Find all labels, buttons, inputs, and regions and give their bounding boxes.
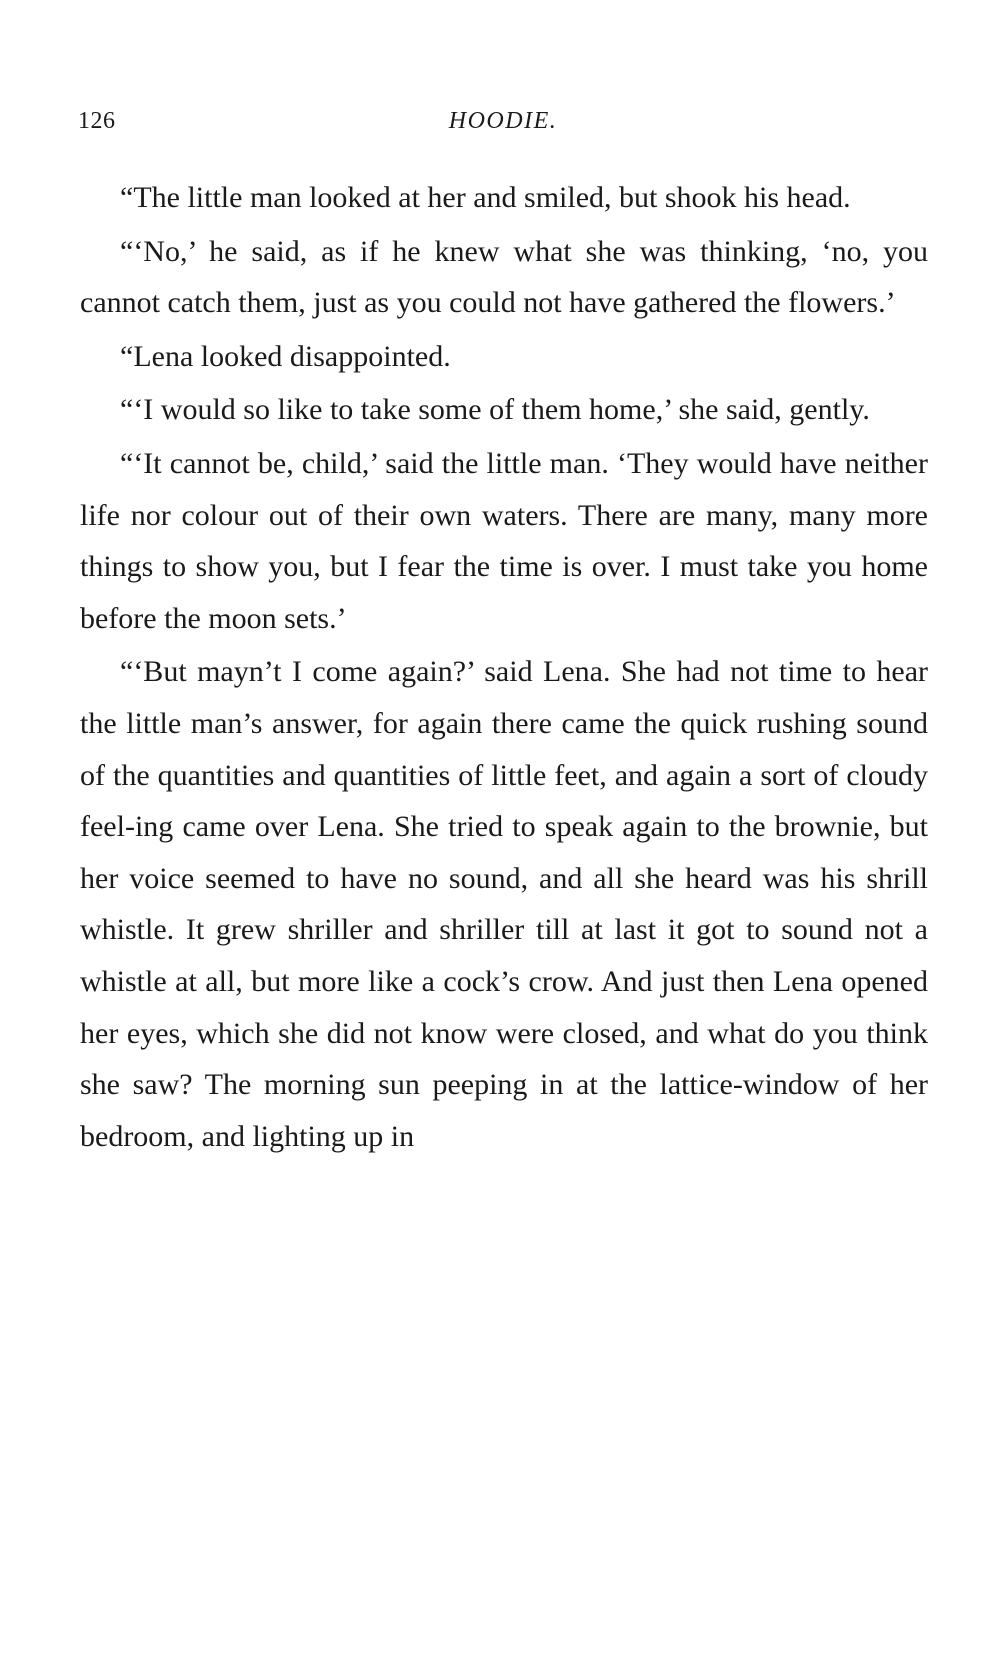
running-head [78,108,928,142]
running-title: HOODIE. [448,108,558,134]
paragraph: “‘But mayn’t I come again?’ said Lena. She had not time to hear the little man’s answer, for again there came the quick rushing sound of the quantities and quantities of little feet, and again a sort of cloudy feel-ing came over Lena. She tried to speak again to the brownie, but her voice seemed to have no sound, and all she heard was his shrill whistle. It grew shriller and shriller till at last it got to sound not a whistle at all, but more like a cock’s crow. And just then Lena opened her eyes, which she did not know were closed, and what do you think she saw? The morning sun peeping in at the lattice-window of her bedroom, and lighting up in [80,655,928,1153]
paragraph: “Lena looked disappointed. [120,339,451,373]
text-body [80,172,928,1164]
paragraph: “‘I would so like to take some of them home,’ she said, gently. [120,393,870,427]
paragraph: “The little man looked at her and smiled, but shook his head. [120,181,851,214]
paragraph: “‘No,’ he said, as if he knew what she was thinking, ‘no, you cannot catch them, just as you could not have gathered the flowers.’ [80,234,928,320]
page-number: 126 [78,108,116,134]
paragraph: “‘It cannot be, child,’ said the little man. ‘They would have neither life nor colour out of their own waters. There are many, many more things to show you, but I fear the time is over. I must take you home before the moon sets.’ [80,446,928,635]
